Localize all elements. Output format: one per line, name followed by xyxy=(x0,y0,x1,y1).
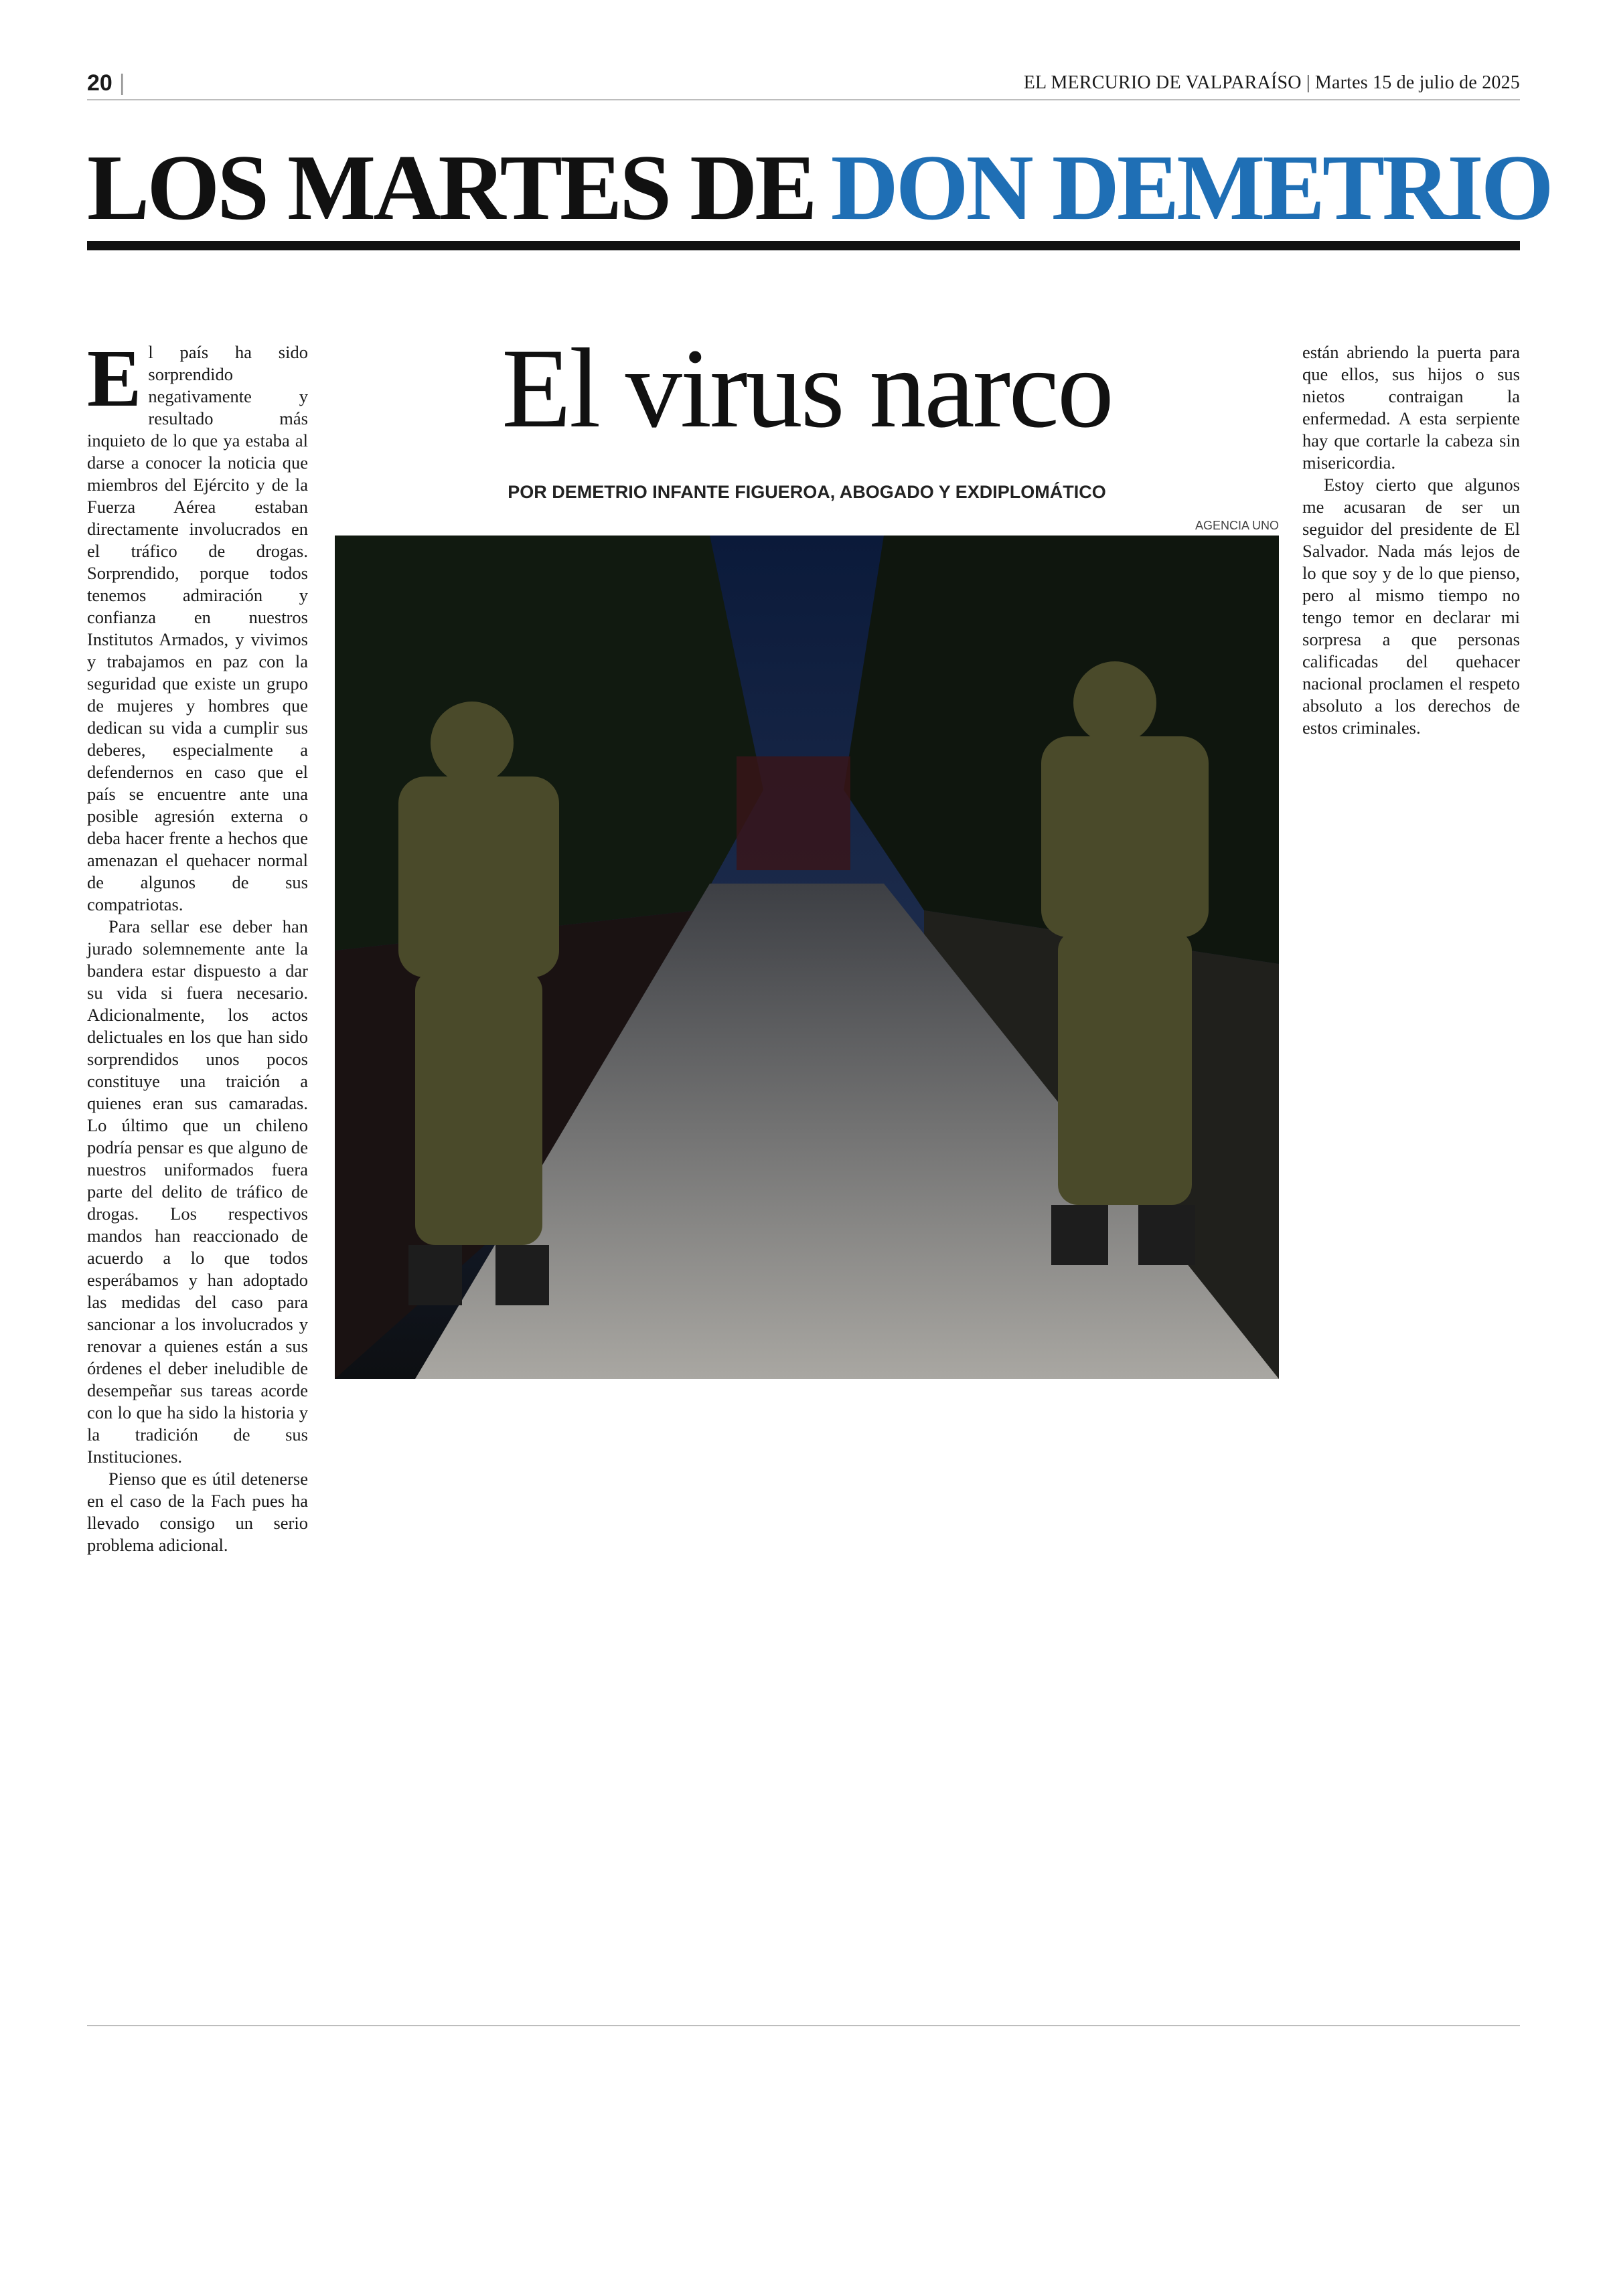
article-photo xyxy=(335,536,1279,1379)
article-paragraph: Para sellar ese deber han jurado solemnemente ante la bandera estar dispuesto a dar su vida si fuera necesario. Adicionalmente, los actos delictuales en los que han sido sorprendidos unos pocos constituye una traición a quienes eran sus camaradas. Lo último que un chileno podría pensar es que alguno de nuestros uniformados fuera parte del delito de tráfico de drogas. Los respectivos mandos han reaccionado de acuerdo a lo que todos esperábamos y han adoptado las medidas del caso para sancionar a los involucrados y renovar a quienes están a sus órdenes el deber ineludible de desempeñar sus tareas acorde con lo que ha sido la historia y la tradición de sus Instituciones. xyxy=(87,916,308,1467)
section-masthead xyxy=(87,134,1551,250)
officer-right xyxy=(1041,661,1209,1265)
article-column-5 xyxy=(813,1402,1034,1961)
article-paragraph: Pienso que es útil detenerse en el caso de la Fach pues ha llevado consigo un serio problema adicional. xyxy=(87,1469,308,1555)
article-headline: El virus narco xyxy=(502,325,1112,451)
night-street-photo xyxy=(335,536,1279,1379)
bottom-rule xyxy=(87,2025,1520,2026)
running-head xyxy=(87,67,1520,100)
article-paragraph-text: l país ha sido sorprendido negativamente y resultado más inquieto de lo que ya estaba al darse a conocer la noticia que miembros del Ejército y de la Fuerza Aérea estaban directamente involucrados en el tráfico de drogas. Sorprendido, porque todos tenemos admiración y confianza en nuestros Institutos Armados, y vivimos y trabajamos en paz con la seguridad que existe un grupo de mujeres y hombres que dedican su vida a cumplir sus deberes, especialmente a defendernos en caso que el país se encuentre ante una posible agresión externa o deba hacer frente a hechos que amenazan el quehacer normal de algunos de sus compatriotas. xyxy=(87,342,308,914)
article-byline: POR DEMETRIO INFANTE FIGUEROA, ABOGADO Y EXDIPLOMÁTICO xyxy=(508,482,1106,502)
drop-cap: E xyxy=(87,333,142,424)
barricade-glow xyxy=(737,756,850,870)
article-column-6 xyxy=(1052,1402,1280,1961)
article-paragraph: Estoy cierto que algunos me acusaran de ser un seguidor del presidente de El Salvador. Nada más lejos de lo que soy y de lo que pienso, pero al mismo tiempo no tengo temor en declarar mi sorpresa a que personas calificadas del quehacer nacional proclamen el respeto absoluto a los derechos de estos criminales. xyxy=(1302,475,1520,738)
article-paragraph xyxy=(87,333,308,916)
article-paragraph: están abriendo la puerta para que ellos, sus hijos o sus nietos contraigan la enfermedad. A esta serpiente hay que cortarle la cabeza sin misericordia. xyxy=(1302,342,1520,473)
article-column-3 xyxy=(335,1402,556,1961)
folio-separator: | xyxy=(119,70,125,96)
photo-credit: AGENCIA UNO xyxy=(1195,519,1279,532)
publication-dateline: EL MERCURIO DE VALPARAÍSO | Martes 15 de julio de 2025 xyxy=(1023,72,1520,93)
section-title-black: LOS MARTES DE xyxy=(87,135,815,240)
officer-left xyxy=(398,702,559,1305)
article-column-1 xyxy=(87,333,308,1961)
folio-left xyxy=(87,70,125,96)
section-title-blue: DON DEMETRIO xyxy=(830,135,1551,240)
newspaper-page xyxy=(87,67,1551,2229)
article-column-4 xyxy=(574,1402,795,1961)
page-number: 20 xyxy=(87,70,112,96)
article-column-2 xyxy=(1302,341,1520,1961)
